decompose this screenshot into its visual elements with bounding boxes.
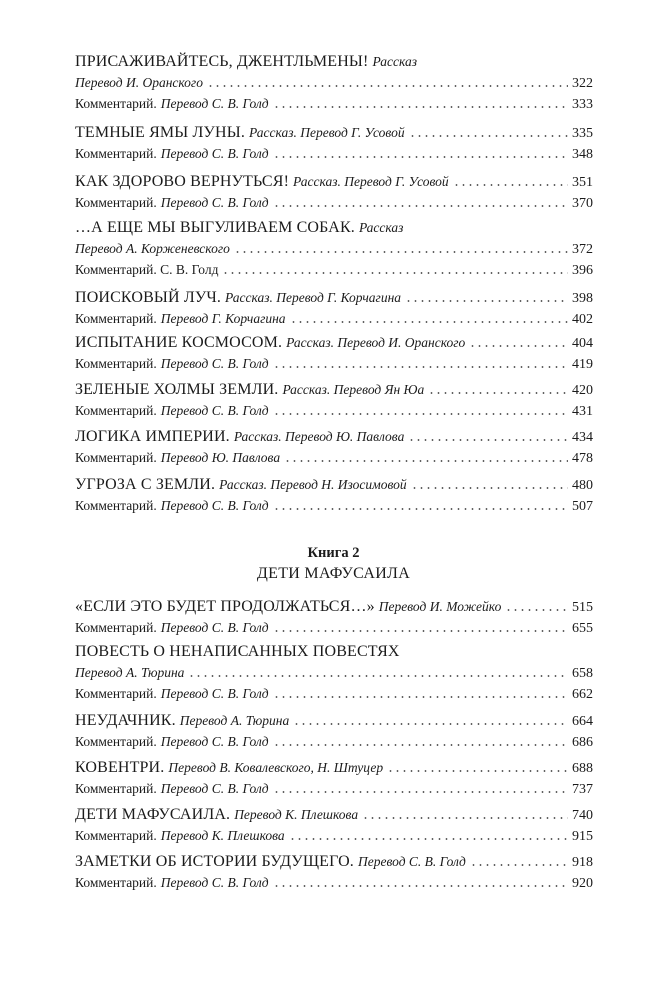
entry-label: Комментарий. <box>75 450 157 465</box>
toc-line <box>75 192 593 213</box>
entry-label: Комментарий. <box>75 734 157 749</box>
entry-translator: Перевод С. В. Голд <box>160 734 269 749</box>
toc-line <box>75 804 593 825</box>
toc-entry <box>75 804 593 846</box>
toc-line <box>75 308 593 329</box>
page-number: 480 <box>572 478 593 493</box>
toc-line <box>75 710 593 731</box>
page-number: 351 <box>572 175 593 190</box>
toc-entry <box>75 641 593 704</box>
entry-title: ПРИСАЖИВАЙТЕСЬ, ДЖЕНТЛЬМЕНЫ! <box>75 53 369 70</box>
toc-line <box>75 93 593 114</box>
page-number: 918 <box>572 855 593 870</box>
toc-line <box>75 332 593 353</box>
dot-leader <box>505 609 568 611</box>
toc-entry <box>75 596 593 638</box>
entry-note: Перевод А. Тюрина <box>179 713 290 728</box>
dot-leader <box>273 205 568 207</box>
toc-line <box>75 825 593 846</box>
page-number: 664 <box>572 714 593 729</box>
page-number: 740 <box>572 808 593 823</box>
entry-label: Комментарий. <box>75 356 157 371</box>
dot-leader <box>411 487 568 489</box>
entry-translator: Перевод Ю. Павлова <box>160 450 281 465</box>
page-number: 398 <box>572 291 593 306</box>
entry-translator: Перевод С. В. Голд <box>160 356 269 371</box>
toc-entry <box>75 379 593 421</box>
entry-translator: Перевод С. В. Голд <box>160 875 269 890</box>
page-number: 515 <box>572 600 593 615</box>
entry-title: ЗЕЛЕНЫЕ ХОЛМЫ ЗЕМЛИ. <box>75 381 279 398</box>
toc-line <box>75 426 593 447</box>
dot-leader <box>273 156 568 158</box>
entry-translator: Перевод А. Корженевского <box>75 241 230 256</box>
dot-leader <box>273 630 568 632</box>
toc-line <box>75 447 593 468</box>
toc-entry <box>75 474 593 516</box>
toc-entry <box>75 51 593 114</box>
dot-leader <box>289 838 568 840</box>
entry-note: Рассказ <box>358 220 404 235</box>
dot-leader <box>405 300 568 302</box>
toc-entry <box>75 332 593 374</box>
entry-label: Комментарий. <box>75 311 157 326</box>
entry-translator: Перевод С. В. Голд <box>160 146 269 161</box>
entry-note: Рассказ. Перевод И. Оранского <box>286 335 466 350</box>
page-number: 431 <box>572 404 593 419</box>
entry-translator: Перевод С. В. Голд <box>160 195 269 210</box>
toc-line <box>75 51 593 72</box>
entry-translator: Перевод С. В. Голд <box>160 620 269 635</box>
entry-note: Перевод И. Можейко <box>378 599 502 614</box>
entry-note: Перевод С. В. Голд <box>357 854 466 869</box>
entry-label: Комментарий. <box>75 686 157 701</box>
page-number: 404 <box>572 336 593 351</box>
entry-note: Рассказ <box>372 54 417 69</box>
toc-line <box>75 259 593 280</box>
entry-translator: Перевод Г. Корчагина <box>160 311 286 326</box>
page-number: 419 <box>572 357 593 372</box>
page-number: 686 <box>572 735 593 750</box>
toc-line <box>75 287 593 308</box>
dot-leader <box>469 345 568 347</box>
book-number: Книга 2 <box>307 545 360 561</box>
page-number: 737 <box>572 782 593 797</box>
dot-leader <box>273 106 568 108</box>
entry-title: КАК ЗДОРОВО ВЕРНУТЬСЯ! <box>75 173 290 190</box>
page-number: 322 <box>572 76 593 91</box>
toc-line <box>75 122 593 143</box>
toc-line <box>75 872 593 893</box>
page-number: 662 <box>572 687 593 702</box>
page-number: 655 <box>572 621 593 636</box>
page-number: 507 <box>572 499 593 514</box>
toc-entry <box>75 851 593 893</box>
entry-label: Комментарий. С. В. Голд <box>75 262 219 277</box>
entry-title: УГРОЗА С ЗЕМЛИ. <box>75 476 216 493</box>
toc-line <box>75 495 593 516</box>
dot-leader <box>284 460 568 462</box>
toc-line <box>75 757 593 778</box>
toc-line <box>75 72 593 93</box>
entry-note: Рассказ. Перевод Г. Корчагина <box>225 290 402 305</box>
entry-label: Комментарий. <box>75 96 157 111</box>
page-number: 402 <box>572 312 593 327</box>
entry-translator: Перевод С. В. Голд <box>160 96 269 111</box>
entry-label: Комментарий. <box>75 781 157 796</box>
entry-title: «ЕСЛИ ЭТО БУДЕТ ПРОДОЛЖАТЬСЯ…» <box>75 598 375 615</box>
toc-line <box>75 171 593 192</box>
entry-label: Комментарий. <box>75 403 157 418</box>
dot-leader <box>409 135 568 137</box>
page-number: 420 <box>572 383 593 398</box>
dot-leader <box>290 321 568 323</box>
dot-leader <box>207 85 568 87</box>
toc-line <box>75 379 593 400</box>
page-number: 335 <box>572 126 593 141</box>
entry-label: Комментарий. <box>75 195 157 210</box>
toc-entry <box>75 122 593 164</box>
page-number: 658 <box>572 666 593 681</box>
toc-line <box>75 683 593 704</box>
toc-line <box>75 353 593 374</box>
entry-note: Рассказ. Перевод Г. Усовой <box>293 174 449 189</box>
entry-translator: Перевод С. В. Голд <box>160 781 269 796</box>
page-number: 478 <box>572 451 593 466</box>
toc-entry <box>75 217 593 280</box>
entry-title: КОВЕНТРИ. <box>75 759 165 776</box>
page-number: 915 <box>572 829 593 844</box>
dot-leader <box>273 791 568 793</box>
page-number: 333 <box>572 97 593 112</box>
dot-leader <box>273 366 568 368</box>
toc-line <box>75 143 593 164</box>
entry-note: Перевод В. Ковалевского, Н. Штуцер <box>168 760 384 775</box>
toc-entry <box>75 757 593 799</box>
dot-leader <box>408 439 568 441</box>
toc-line <box>75 238 593 259</box>
toc-line <box>75 617 593 638</box>
entry-title: ДЕТИ МАФУСАИЛА. <box>75 806 231 823</box>
dot-leader <box>453 184 568 186</box>
dot-leader <box>428 392 568 394</box>
dot-leader <box>362 817 568 819</box>
entry-note: Рассказ. Перевод Ян Юа <box>282 382 425 397</box>
entry-note: Рассказ. Перевод Ю. Павлова <box>233 429 405 444</box>
entry-translator: Перевод А. Тюрина <box>75 665 185 680</box>
page-number: 688 <box>572 761 593 776</box>
entry-note: Рассказ. Перевод Г. Усовой <box>249 125 405 140</box>
toc-line <box>75 217 593 238</box>
entry-title: НЕУДАЧНИК. <box>75 712 176 729</box>
entry-title: ИСПЫТАНИЕ КОСМОСОМ. <box>75 334 283 351</box>
entry-title: ПОВЕСТЬ О НЕНАПИСАННЫХ ПОВЕСТЯХ <box>75 643 400 660</box>
page-number: 372 <box>572 242 593 257</box>
entry-translator: Перевод С. В. Голд <box>160 403 269 418</box>
toc-entry <box>75 426 593 468</box>
entry-title: ПОИСКОВЫЙ ЛУЧ. <box>75 289 222 306</box>
toc-line <box>75 474 593 495</box>
dot-leader <box>273 508 568 510</box>
entry-translator: Перевод К. Плешкова <box>160 828 285 843</box>
entry-translator: Перевод И. Оранского <box>75 75 203 90</box>
page-number: 348 <box>572 147 593 162</box>
page-number: 370 <box>572 196 593 211</box>
entry-title: ТЕМНЫЕ ЯМЫ ЛУНЫ. <box>75 124 245 141</box>
entry-label: Комментарий. <box>75 146 157 161</box>
toc-line <box>75 851 593 872</box>
entry-title: …А ЕЩЕ МЫ ВЫГУЛИВАЕМ СОБАК. <box>75 219 355 236</box>
entry-translator: Перевод С. В. Голд <box>160 498 269 513</box>
entry-title: ЗАМЕТКИ ОБ ИСТОРИИ БУДУЩЕГО. <box>75 853 354 870</box>
page-number: 434 <box>572 430 593 445</box>
entry-label: Комментарий. <box>75 875 157 890</box>
dot-leader <box>273 744 568 746</box>
page-number: 920 <box>572 876 593 891</box>
dot-leader <box>293 723 568 725</box>
entry-note: Перевод К. Плешкова <box>234 807 359 822</box>
entry-title: ЛОГИКА ИМПЕРИИ. <box>75 428 230 445</box>
dot-leader <box>273 696 568 698</box>
dot-leader <box>273 885 568 887</box>
book-heading <box>0 543 667 585</box>
toc-entry <box>75 710 593 752</box>
toc-line <box>75 596 593 617</box>
toc-line <box>75 641 593 662</box>
entry-label: Комментарий. <box>75 498 157 513</box>
book-title: ДЕТИ МАФУСАИЛА <box>256 565 411 582</box>
page-number: 396 <box>572 263 593 278</box>
dot-leader <box>273 413 568 415</box>
dot-leader <box>222 272 568 274</box>
entry-note: Рассказ. Перевод Н. Изосимовой <box>219 477 407 492</box>
toc-line <box>75 731 593 752</box>
entry-label: Комментарий. <box>75 620 157 635</box>
dot-leader <box>387 770 568 772</box>
toc-entry <box>75 287 593 329</box>
toc-line <box>75 778 593 799</box>
toc-line <box>75 662 593 683</box>
entry-label: Комментарий. <box>75 828 157 843</box>
dot-leader <box>234 251 568 253</box>
dot-leader <box>188 675 568 677</box>
toc-line <box>75 400 593 421</box>
entry-translator: Перевод С. В. Голд <box>160 686 269 701</box>
toc-entry <box>75 171 593 213</box>
dot-leader <box>470 864 568 866</box>
